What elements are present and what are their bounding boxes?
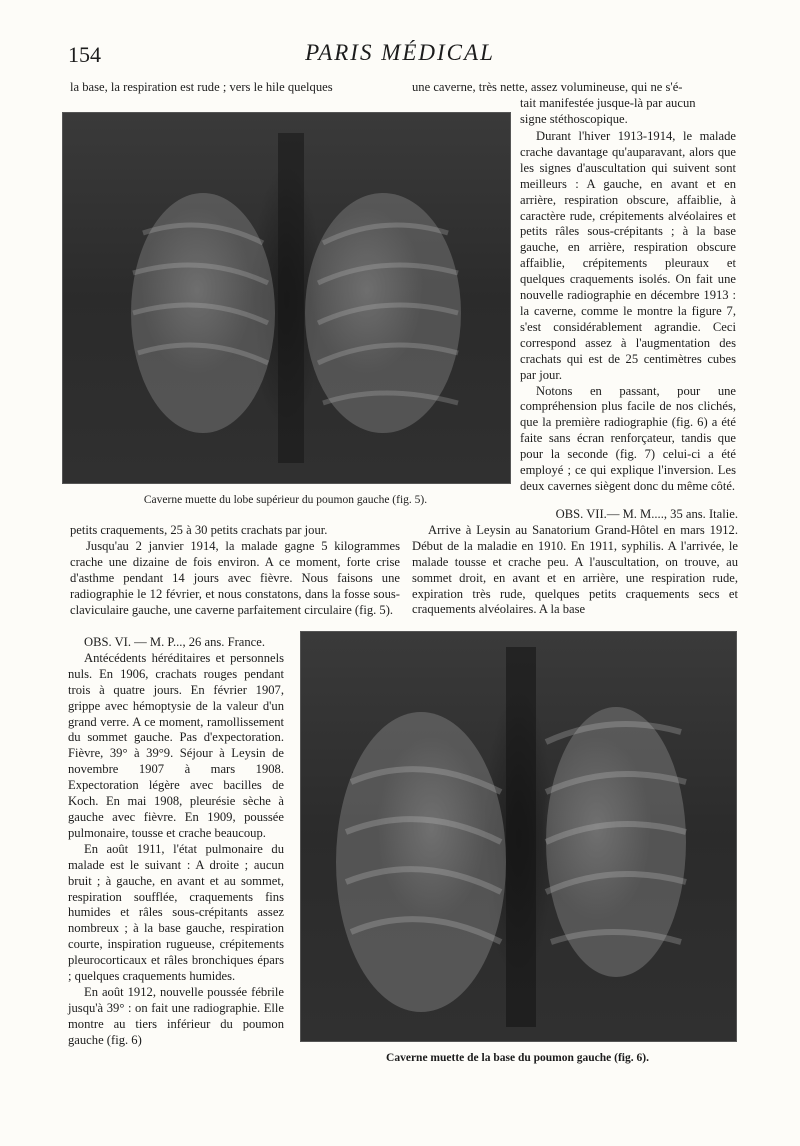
obs-7-text: Arrive à Leysin au Sanatorium Grand-Hôtel en mars 1912. Début de la maladie en 1910. En 1911, syphilis. A l'arrivée, le malade tousse et crache peu. A l'auscultation, on trouve, au sommet droit, en avant et en arrière, une respiration rude, expiration très rude, quelques petits craquements secs et craquements alvéolaires. A la base (412, 522, 738, 617)
xray-figure-5 (62, 112, 511, 484)
text-line: tait manifestée jusque-là par aucun (520, 96, 696, 110)
paragraph: Notons en passant, pour une compréhension plus facile de nos clichés, que la première radiographie (fig. 6) a été faite sans écran renforçateur, tandis que pour la seconde (fig. 7) celui-ci a été employé ; ce qui explique l'inversion. Les deux cavernes siègent donc du même côté. (520, 383, 736, 493)
paragraph: Antécédents héréditaires et personnels nuls. En 1906, crachats rouges pendant trois à quatre jours. En février 1907, grippe avec hémoptysie de la valeur d'un grand verre. A ce moment, ramollissement du sommet gauche. Pas d'expectoration. Fièvre, 39° à 39°9. Séjour à Leysin de novembre 1907 à mars 1908. Expectoration légère avec bacilles de Koch. En mai 1908, pleurésie sèche à gauche avec fièvre. En 1909, poussée pulmonaire, tousse et crache beaucoup. (68, 650, 284, 840)
xray-image (301, 632, 736, 1041)
page-number: 154 (68, 42, 101, 67)
obs-6 (68, 635, 284, 1049)
obs-7 (412, 507, 738, 618)
obs-7-heading: OBS. VII.— M. M...., 35 ans. Italie. (555, 507, 738, 521)
paragraph: En août 1912, nouvelle poussée fébrile jusqu'à 39° : on fait une radiographie. Elle montre au tiers inférieur du poumon gauche (fig. 6) (68, 984, 284, 1047)
xray-figure-6 (300, 631, 737, 1042)
top-right-first-line: une caverne, très nette, assez volumineuse, qui ne s'é- (412, 80, 683, 94)
paragraph: Durant l'hiver 1913-1914, le malade crache davantage qu'auparavant, alors que les signes d'auscultation qui suivent sont meilleurs : A gauche, en avant et en arrière, respiration obscure, affaiblie, à caractère rude, crépitements alvéolaires et petits râles sous-crépitants ; à la base gauche, en arrière, respiration obscure affaiblie, crépitements pleuraux et quelques craquements isolés. On fait une nouvelle radiographie en décembre 1913 : la caverne, comme le montre la figure 7, s'est considérablement agrandie. Ceci correspond assez à l'augmentation des crachats qui est de 25 centimètres cubes par jour. (520, 129, 736, 382)
paragraph: Jusqu'au 2 janvier 1914, la malade gagne 5 kilogrammes crache une dizaine de fois environ. A ce moment, forte crise d'asthme pendant 14 jours avec fièvre. Nous faisons une radiographie le 12 février, et nous constatons, dans la fosse sous-claviculaire gauche, une caverne parfaitement circulaire (fig. 5). (70, 538, 400, 617)
right-column (520, 129, 736, 495)
figure-6-caption: Caverne muette de la base du poumon gauche (fig. 6). (386, 1052, 649, 1064)
text-line: signe stéthoscopique. (520, 111, 628, 126)
mid-left-text (70, 523, 400, 618)
figure-5-caption: Caverne muette du lobe supérieur du poumon gauche (fig. 5). (143, 494, 428, 506)
top-left-line: la base, la respiration est rude ; vers le hile quelques (70, 80, 333, 94)
obs-6-heading: OBS. VI. — M. P..., 26 ans. France. (84, 635, 265, 649)
paragraph: En août 1911, l'état pulmonaire du malade est le suivant : A droite ; aucun bruit ; à gauche, en avant et au sommet, respiration soufflée, craquements fins humides et râles sous-crépitants assez nombreux ; à la base gauche, respiration courte, inspiration rugueuse, crépitements pleurocorticaux et râles bronchiques épars ; quelques craquements humides. (68, 841, 284, 984)
running-title: PARIS MÉDICAL (305, 40, 495, 65)
top-right-continuation (520, 96, 736, 128)
xray-image (63, 113, 510, 483)
paragraph: petits craquements, 25 à 30 petits crachats par jour. (70, 523, 328, 537)
